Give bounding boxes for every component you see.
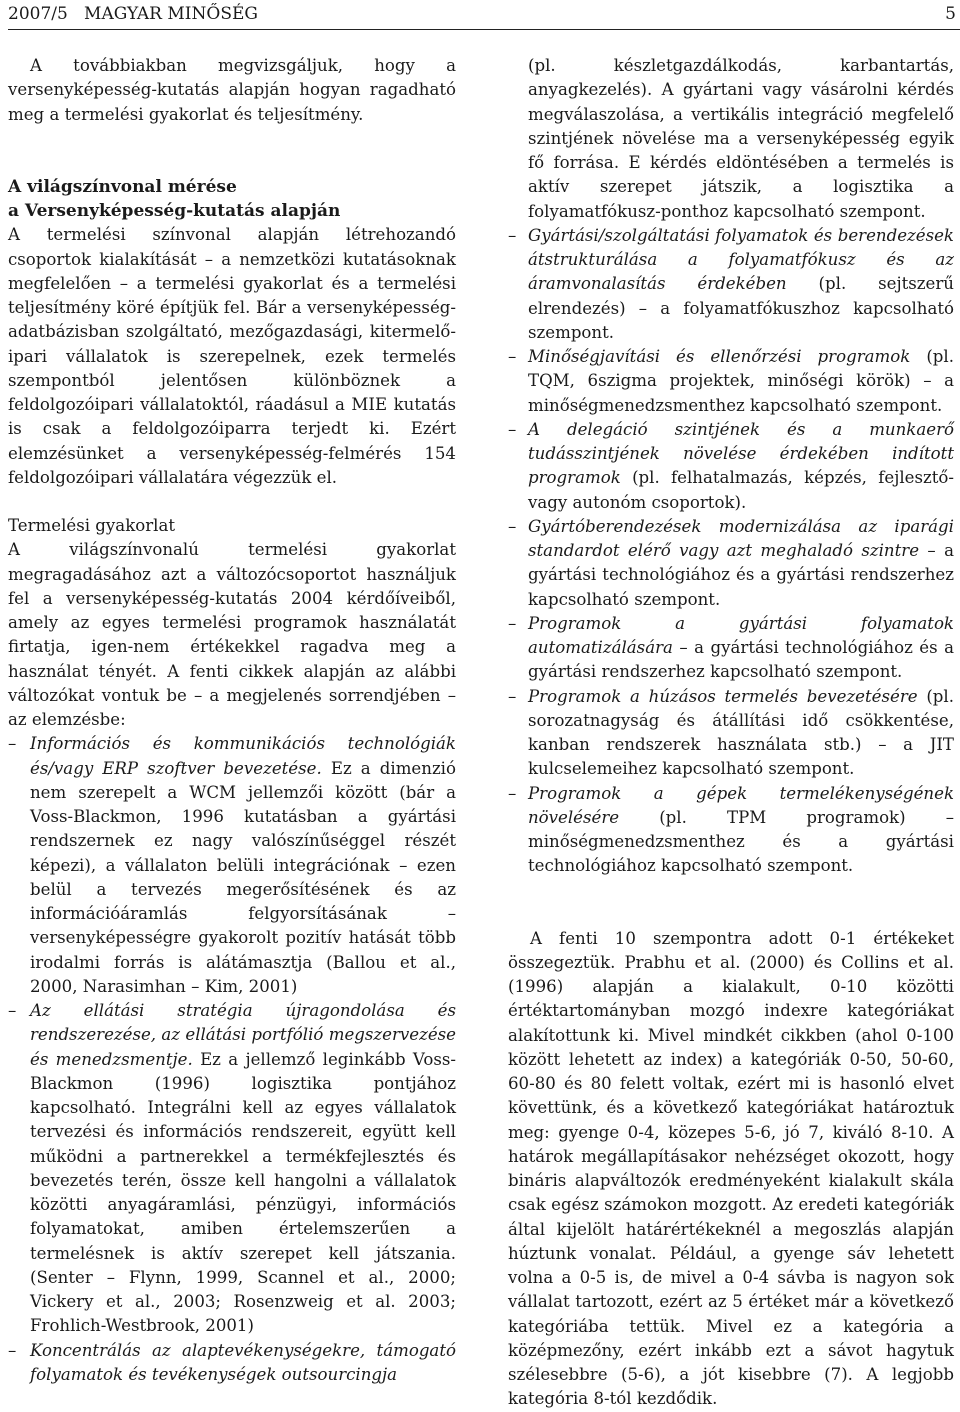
list-item-title: Programok a gépek termelékenységének növelésére	[528, 783, 954, 827]
list-item-text: (pl. TQM, 6szigma projektek, minőségi körök) – a minőségmenedzsmenthez kapcsolható szempont.	[528, 347, 954, 415]
section-heading	[8, 175, 456, 224]
list-item-title: Koncentrálás az alaptevékenységekre, támogató folyamatok és tevékenységek outsourcingja	[30, 1340, 456, 1384]
page-number: 5	[945, 4, 956, 24]
list-item-text: – a gyártási technológiához és a gyártási rendszerhez kapcsolható szempont.	[528, 638, 954, 682]
list-item-title: Gyártási/szolgáltatási folyamatok és berendezések átstrukturálása a folyamatfókusz és az áramvonalasítás érdekében	[528, 225, 954, 294]
body-paragraph: A termelési színvonal alapján létrehozandó csoportok kialakítását – a nemzetközi kutatásoknak megfelelően – a termelési gyakorlat és a termelési teljesítmény köré építjük fel. Bár a versenyképesség-adatbázisban szolgáltató, mezőgazdasági, kitermelő-ipari vállalatok is szerepelnek, ezek termelés szempontból jelentősen különböznek a feldolgozóipari vállalatoktól, ráadásul a MIE kutatás is csak a feldolgozóiparra terjedt ki. Ezért elemzésünket a versenyképesség-felmérés 154 feldolgozóipari vállalatára végezzük el.	[8, 225, 456, 487]
list-dash: –	[508, 419, 517, 439]
list-item-text: Ez a dimenzió nem szerepelt a WCM jellemzői között (bár a Voss-Blackmon, 1996 kutatásban a gyártási rendszernek ez nagy valószínűséggel részét képezi), a vállalaton belüli integrációnak – ezen belül a tervezés megerősítésének és az információáramlás felgyorsításának – versenyképességre gyakorolt pozitív hatását több irodalmi forrás is alátámasztja (Ballou et al., 2000, Narasimhan – Kim, 2001)	[30, 758, 456, 996]
list-item	[508, 224, 954, 345]
right-column	[508, 54, 954, 1412]
list-dash: –	[508, 613, 517, 633]
list-dash: –	[8, 1340, 17, 1360]
spacer	[508, 903, 954, 927]
journal-title: MAGYAR MINŐSÉG	[84, 4, 258, 24]
list-dash: –	[508, 347, 517, 366]
body-paragraph: A fenti 10 szempontra adott 0-1 értékeket összegeztük. Prabhu et al. (2000) és Collins et al. (1996) alapján a kialakult, 0-10 közötti értéktartományban mozgó indexre kategóriákat alakítottunk ki. Mivel mindkét cikkben (ahol 0-100 között lehetett az index) a kategóriák 0-50, 50-60, 60-80 és 80 felett voltak, ezért mi is hasonló elvet követtünk, és a következő kategóriákat határoztuk meg: gyenge 0-4, közepes 5-6, jó 7, kiváló 8-10. A határok megállapításakor nehézséget okozott, hogy bináris alapváltozók eredményeként kialakult skála csak egész számokon mozgott. Az eredeti kategóriák által kijelölt határértékeknél a megoszlás alapján húztunk vonalat. Például, a gyenge sáv lehetett volna a 0-5 is, de mivel a 0-4 sávba is nagyon sok vállalat tartozott, ezért az 5 értéket már a következő kategóriába tettük. Mivel ez a kategória a középmezőny, ezért inkább ezt a sávot hagytuk szélesebbre (5-6), a jót kisebbre (7). A legjobb kategória 8-tól kezdődik.	[508, 928, 954, 1409]
body-paragraph: A világszínvonalú termelési gyakorlat megragadásához azt a változócsoportot használjuk fel a versenyképesség-kutatás 2004 kérdőíveiből, amely az egyes termelési programok használatát firtatja, igen-nem értékekkel ragadva meg a használat tényét. A fenti cikkek alapján az alábbi változókat vontuk be – a megjelenés sorrendjében – az elemzésbe:	[8, 540, 456, 729]
list-item-title: Programok a húzásos termelés bevezetésére	[528, 686, 918, 706]
list-item	[8, 999, 456, 1339]
list-item-text: (pl. sorozatnagyság és átállítási idő csökkentése, kanban rendszerek használata stb.) – a JIT kulcselemeihez kapcsolható szempont.	[528, 686, 955, 779]
running-head	[8, 4, 258, 24]
list-item	[508, 612, 954, 685]
list-item-text: (pl. TPM programok) – minőségmenedzsmenthez és a gyártási technológiához kapcsolható szempont.	[528, 807, 954, 876]
list-item	[508, 418, 954, 515]
list-dash: –	[508, 783, 517, 803]
list-item-title: Programok a gyártási folyamatok automatizálására	[528, 613, 954, 657]
section-heading-line2: a Versenyképesség-kutatás alapján	[8, 201, 341, 221]
list-item	[508, 685, 954, 782]
list-item-text: (pl. felhatalmazás, képzés, fejlesztő- vagy autonóm csoportok).	[528, 468, 954, 512]
spacer	[8, 151, 456, 175]
list-item-text: Ez a jellemző leginkább Voss-Blackmon (1996) logisztika pontjához kapcsolható. Integrálni kell az egyes vállalatok tervezési és információs rendszereit, együtt kell működni a partnerekkel a termékfejlesztés és bevezetés terén, össze kell hangolni a vállalatok közötti anyagáramlási, pénzügyi, információs folyamatokat, amiben értelemszerűen a termelésnek is aktív szerepet kell játszania. (Senter – Flynn, 1999, Scannel et al., 2000; Vickery et al., 2003; Rosenzweig et al. 2003; Frohlich-Westbrook, 2001)	[30, 1049, 456, 1336]
list-item-title: Az ellátási stratégia újragondolása és rendszerezése, az ellátási portfólió megszervezése és menedzsmentje.	[30, 1001, 456, 1069]
left-column	[8, 54, 456, 1387]
spacer	[8, 127, 456, 151]
intro-paragraph: A továbbiakban megvizsgáljuk, hogy a versenyképesség-kutatás alapján hogyan ragadható meg a termelési gyakorlat és teljesítmény.	[8, 56, 456, 124]
spacer	[8, 490, 456, 514]
list-dash: –	[8, 734, 17, 754]
list-item-title: Minőségjavítási és ellenőrzési programok	[528, 347, 911, 366]
list-item-continuation: (pl. készletgazdálkodás, karbantartás, anyagkezelés). A gyártani vagy vásárolni kérdés megválaszolása, a vertikális integráció megfelelő szintjének növelése ma a versenyképesség egyik fő forrása. E kérdés eldöntésében a termelés is aktív szerepet játszik, a logisztika a folyamatfókusz-ponthoz kapcsolható szempont.	[528, 56, 954, 221]
list-dash: –	[508, 686, 517, 706]
list-item-text: – a gyártási technológiához és a gyártási rendszerhez kapcsolható szempont.	[528, 541, 954, 609]
list-item-title: Információs és kommunikációs technológiák és/vagy ERP szoftver bevezetése.	[30, 734, 456, 778]
list-item	[508, 782, 954, 879]
issue-number: 2007/5	[8, 4, 68, 24]
list-item	[8, 1339, 456, 1388]
list-item	[8, 732, 456, 999]
list-item-title: Gyártóberendezések modernizálása az iparági standardot elérő vagy azt meghaladó szintre	[528, 516, 954, 560]
section-heading-line1: A világszínvonal mérése	[8, 176, 237, 197]
list-dash: –	[508, 516, 517, 536]
list-item	[508, 345, 954, 418]
list-item	[508, 515, 954, 612]
list-item-text: (pl. sejtszerű elrendezés) – a folyamatfókuszhoz kapcsolható szempont.	[528, 274, 954, 342]
subheading: Termelési gyakorlat	[8, 516, 176, 535]
list-dash: –	[508, 225, 517, 245]
spacer	[508, 879, 954, 903]
page-header	[0, 0, 960, 36]
header-rule	[8, 29, 960, 30]
list-item-title: A delegáció szintjének és a munkaerő tudásszintjének növelése érdekében indított programok	[528, 419, 954, 488]
list-dash: –	[8, 1001, 17, 1020]
